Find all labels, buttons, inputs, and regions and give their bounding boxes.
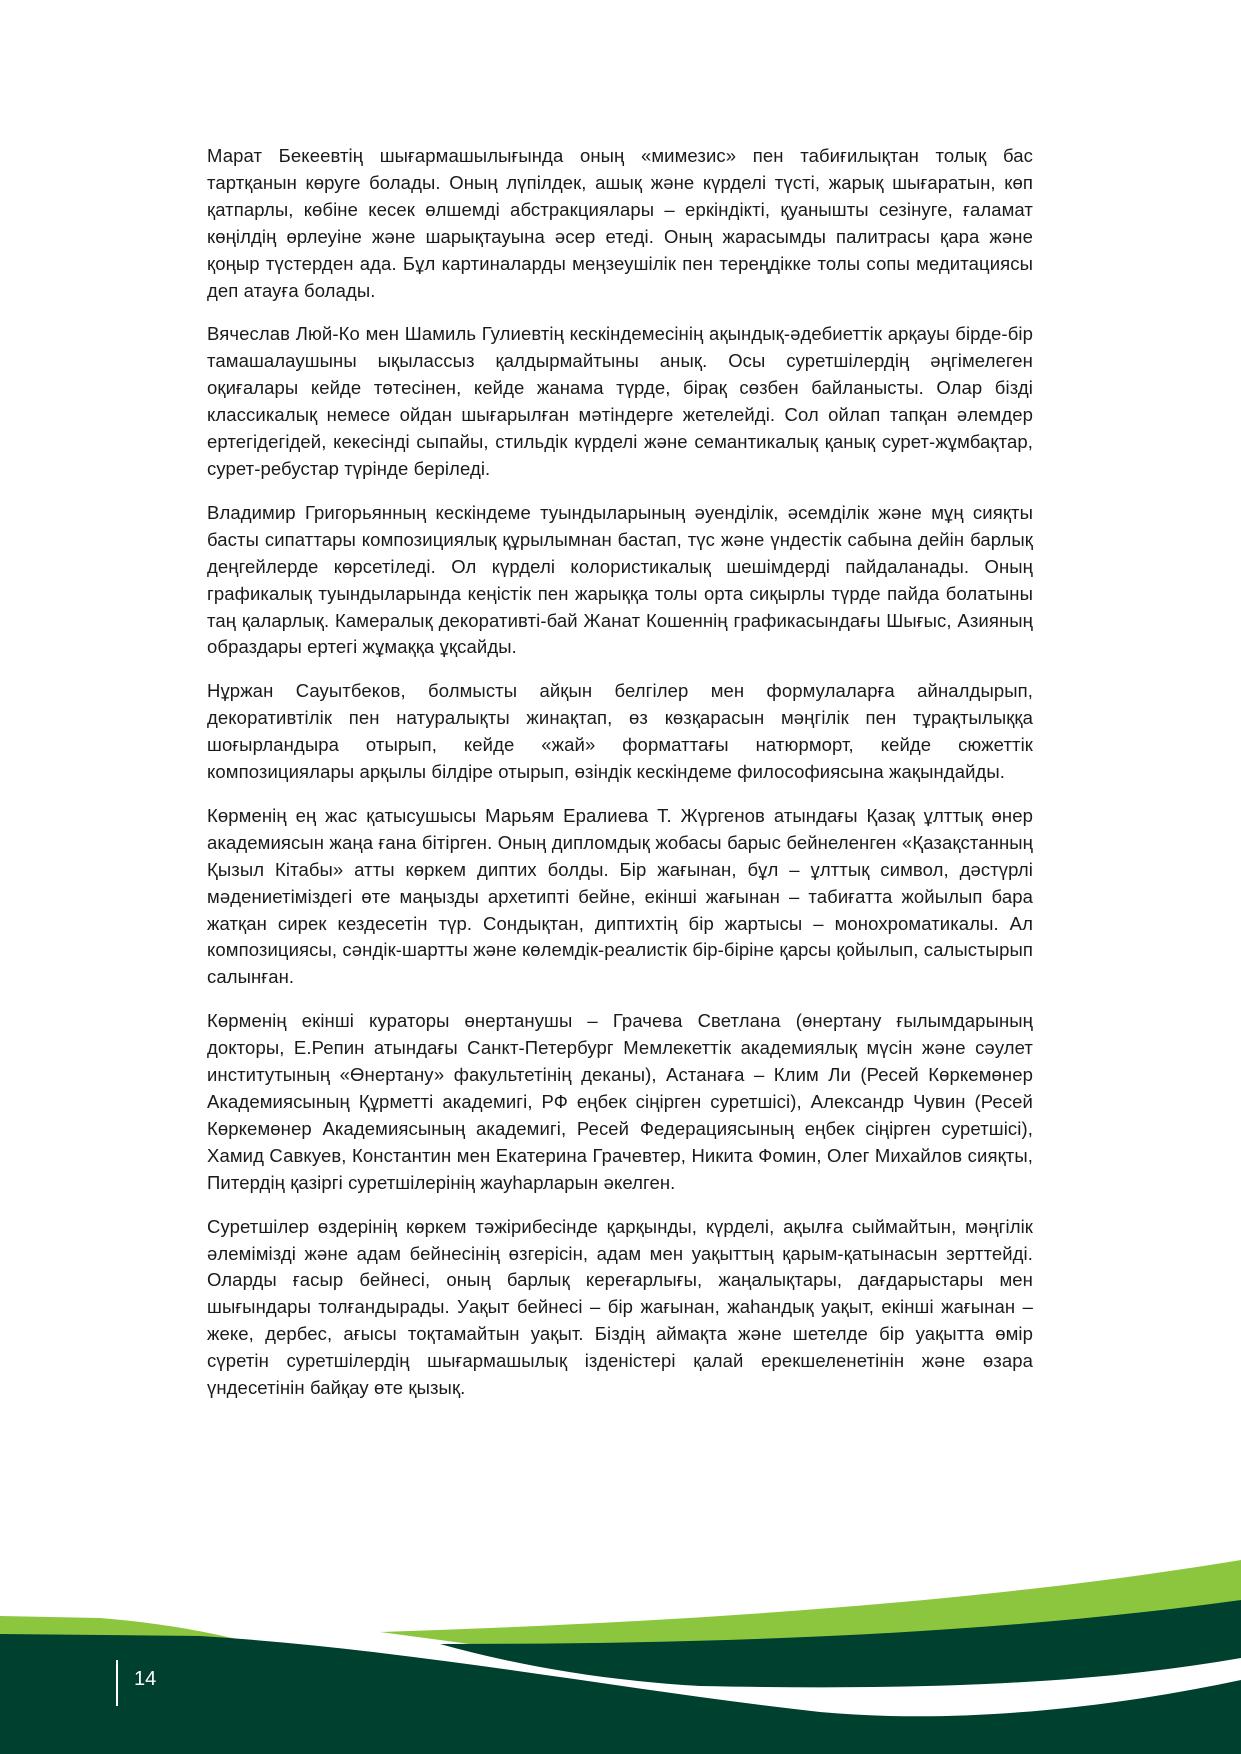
paragraph: Вячеслав Люй-Ко мен Шамиль Гулиевтің кескіндемесінің ақындық-әдебиеттік арқауы бірде-бір тамашалаушыны ықыласcыз қалдырмайтыны анық. Осы суретшілердің әңгімелеген оқиғалары кейде төтесінен, кейде жанама түрде, бірақ сөзбен байланысты. Олар бізді классикалық немесе ойдан шығарылған мәтіндерге жетелейді. Сол ойлап тапқан әлемдер ертегідегідей, кекесінді сыпайы, стильдік күрделі және семантикалық қанық сурет-жұмбақтар, сурет-ребустар түрінде беріледі. (207, 323, 1033, 479)
paragraph: Нұржан Сауытбеков, болмысты айқын белгілер мен формулаларға айналдырып, декоративтілік пен натуралықты жинақтап, өз көзқарасын мәңгілік пен тұрақтылыққа шоғырландыра отырып, кейде «жай» форматтағы натюрморт, кейде сюжеттік композициялары арқылы білдіре отырып, өзіндік кескіндеме философиясына жақындайды. (207, 680, 1033, 783)
paragraph: Көрменің ең жас қатысушысы Марьям Ералиева Т. Жүргенов атындағы Қазақ ұлттық өнер академиясын жаңа ғана бітірген. Оның дипломдық жобасы барыс бейнеленген «Қазақстанның Қызыл Кітабы» атты көркем диптих болды. Бір жағынан, бұл – ұлттық символ, дәстүрлі мәдениетіміздегі өте маңызды архетипті бейне, екінші жағынан – табиғатта жойылып бара жатқан сирек кездесетін түр. Сондықтан, диптихтің бір жартысы – монохроматикалы. Ал композициясы, сәндік-шартты және көлемдік-реалистік бір-біріне қарсы қойылып, салыстырып салынған. (207, 804, 1033, 988)
paragraph: Көрменің екінші кураторы өнертанушы – Грачева Светлана (өнертану ғылымдарының докторы, Е.Репин атындағы Санкт-Петербург Мемлекеттік академиялық мүсін және сәулет институтының «Өнертану» факультетінің деканы), Астанаға – Клим Ли (Ресей Көркемөнер Академиясының Құрметті академигі, РФ еңбек сіңірген суретшісі), Александр Чувин (Ресей Көркемөнер Академиясының академигі, Ресей Федерациясының еңбек сіңірген суретшісі), Хамид Савкуев, Константин мен Екатерина Грачевтер, Никита Фомин, Олег Михайлов сияқты, Питердің қазіргі суретшілерінің жауһарларын әкелген. (207, 1010, 1033, 1193)
paragraph: Марат Бекеевтің шығармашылығында оның «мимезис» пен табиғилықтан толық бас тартқанын көруге болады. Оның лүпілдек, ашық және күрделі түсті, жарық шығаратын, көп қатпарлы, көбіне кесек өлшемді абстракциялары – еркіндікті, қуанышты сезінуге, ғаламат көңілдің өрлеуіне және шарықтауына әсер етеді. Оның жарасымды палитрасы қара және қоңыр түстерден ада. Бұл картиналарды меңзеушілік пен тереңдікке толы сопы медитациясы деп атауға болады. (207, 145, 1033, 301)
page-number-divider (116, 1660, 118, 1706)
page-number: 14 (134, 1668, 157, 1690)
document-body (207, 143, 1033, 1419)
paragraph: Владимир Григорьянның кескіндеме туындыларының әуенділік, әсемділік және мұң сияқты басты сипаттары композициялық құрылымнан бастап, түс және үндестік сабына дейін барлық деңгейлерде көрсетіледі. Ол күрделі колористикалық шешімдерді пайдаланады. Оның графикалық туындыларында кеңістік пен жарыққа толы орта сиқырлы түрде пайда болатыны таң қаларлық. Камералық декоративті-бай Жанат Кошеннің графикасындағы Шығыс, Азияның образдары ертегі жұмаққа ұқсайды. (207, 501, 1033, 658)
paragraph: Суретшілер өздерінің көркем тәжірибесінде қарқынды, күрделі, ақылға сыймайтын, мәңгілік әлемімізді және адам бейнесінің өзгерісін, адам мен уақыттың қарым-қатынасын зерттейді. Оларды ғасыр бейнесі, оның барлық кереғарлығы, жаңалықтары, дағдарыстары мен шығындары толғандырады. Уақыт бейнесі – бір жағынан, жаһандық уақыт, екінші жағынан – жеке, дербес, ағысы тоқтамайтын уақыт. Біздің аймақта және шетелде бір уақытта өмір сүретін суретшілердің шығармашылық ізденістері қалай ерекшеленетінін және өзара үндесетінін байқау өте қызық. (207, 1215, 1033, 1399)
footer-wave-decoration (0, 1540, 1241, 1754)
